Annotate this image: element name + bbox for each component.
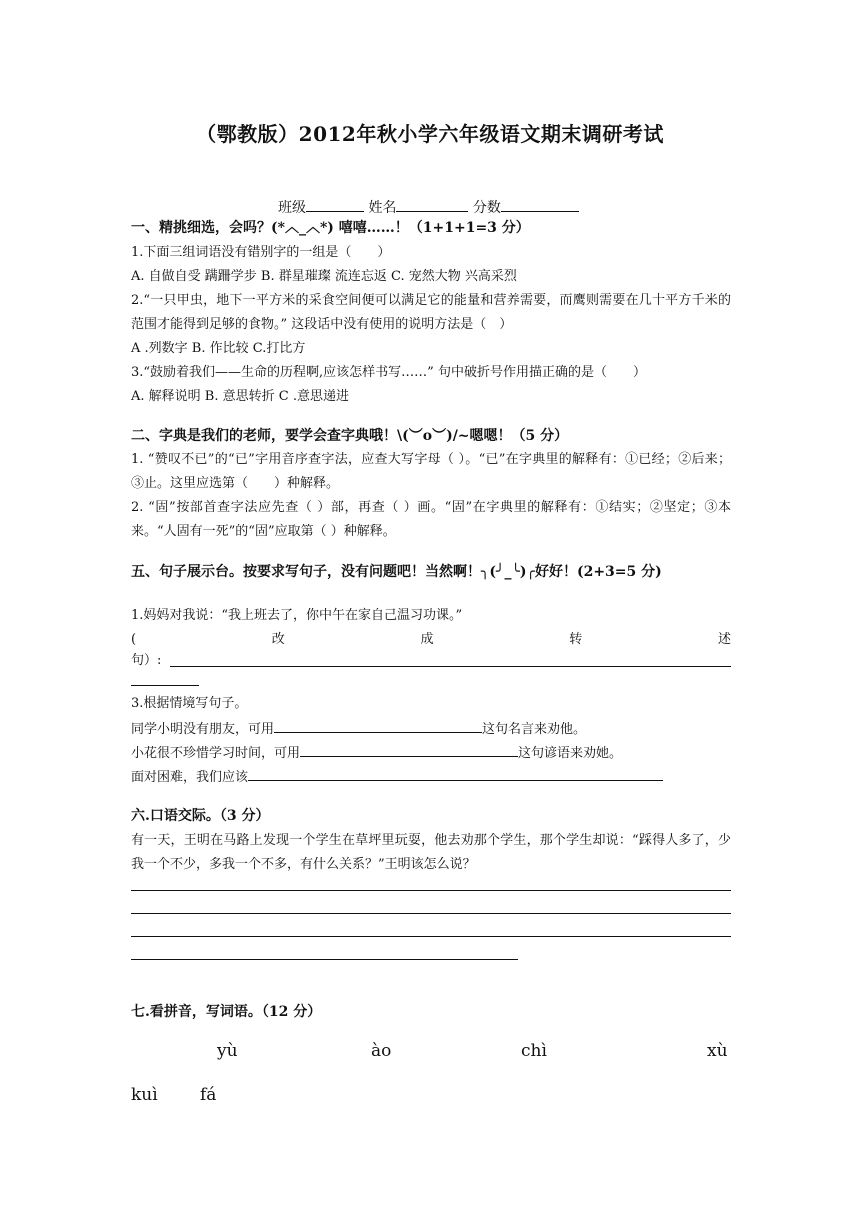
- section-5-heading: 五、句子展示台。按要求写句子，没有问题吧！当然啊！╮(╯_╰)╭好好！(2+3=5 分): [131, 564, 662, 580]
- s6-answer-line-3[interactable]: [131, 936, 731, 937]
- s5-question-1: 1.妈妈对我说：“我上班去了，你中午在家自己温习功课。”: [131, 608, 463, 623]
- instruction-tail: 句）:: [131, 653, 162, 668]
- exam-title: （鄂教版）2012年秋小学六年级语文期末调研考试: [196, 122, 664, 146]
- s6-answer-line-2[interactable]: [131, 913, 731, 914]
- section-1-heading: 一、精挑细选，会吗？(*︿_︿*) 嘻嘻……！（1+1+1=3 分）: [131, 220, 530, 236]
- q3b-blank[interactable]: [300, 740, 518, 757]
- s5-answer-line-2[interactable]: [131, 685, 199, 686]
- instruction-char: 成: [420, 632, 434, 647]
- pinyin-item: xù: [707, 1041, 728, 1061]
- q3a-prefix: 同学小明没有朋友，可用: [131, 722, 275, 737]
- section-6-heading: 六.口语交际。（3 分）: [131, 808, 270, 824]
- q3b-prefix: 小花很不珍惜学习时间，可用: [131, 746, 301, 761]
- q3c-blank[interactable]: [248, 764, 663, 781]
- pinyin-item: kuì: [131, 1085, 158, 1105]
- s1-question-2-options: A .列数字 B. 作比较 C.打比方: [131, 341, 306, 356]
- name-blank[interactable]: [396, 195, 468, 212]
- s5-question-1-tail: [131, 649, 731, 673]
- s2-question-1: 1. “赞叹不已”的“已”字用音序查字法，应查大写字母（ ）。“已”在字典里的解释有：①已经；②后来；③止。这里应选第（ ）种解释。: [131, 452, 731, 491]
- q3a-suffix: 这句名言来劝他。: [482, 722, 587, 737]
- instruction-char: (: [131, 632, 137, 647]
- s2-question-2: 2. “固”按部首查字法应先查（ ）部，再查（ ）画。“固”在字典里的解释有：①结实；②坚定；③本来。“人固有一死”的“固”应取第（ ）种解释。: [131, 500, 731, 539]
- pinyin-item: chì: [521, 1041, 547, 1061]
- s1-question-1: 1.下面三组词语没有错别字的一组是（ ）: [131, 245, 391, 260]
- s1-question-3: 3.“鼓励着我们——生命的历程啊,应该怎样书写……” 句中破折号作用描正确的是（ ）: [131, 365, 646, 380]
- s6-answer-line-1[interactable]: [131, 890, 731, 891]
- pinyin-item: fá: [200, 1085, 217, 1105]
- section-2-heading: 二、字典是我们的老师，要学会查字典哦！\(︶o︶)/~嗯嗯！（5 分）: [131, 428, 569, 444]
- pinyin-item: ào: [371, 1041, 392, 1061]
- s6-answer-line-4[interactable]: [131, 959, 518, 960]
- q3a-blank[interactable]: [274, 716, 482, 733]
- s5-question-3-b: [131, 740, 731, 766]
- instruction-char: 转: [569, 632, 583, 647]
- score-label: 分数: [472, 200, 501, 216]
- instruction-char: 改: [271, 632, 285, 647]
- name-label: 姓名: [368, 200, 397, 216]
- q3b-suffix: 这句谚语来劝她。: [518, 746, 623, 761]
- q3c-prefix: 面对困难，我们应该: [131, 770, 249, 785]
- s1-question-2: 2.“一只甲虫，地下一平方米的采食空间便可以满足它的能量和营养需要，而鹰则需要在几十平方千米的范围才能得到足够的食物。” 这段话中没有使用的说明方法是（ ）: [131, 293, 731, 332]
- score-blank[interactable]: [501, 195, 579, 212]
- s6-prompt: 有一天，王明在马路上发现一个学生在草坪里玩耍，他去劝那个学生，那个学生却说：“踩得人多了，少我一个不少，多我一个不多，有什么关系？”王明该怎么说？: [131, 833, 731, 872]
- class-blank[interactable]: [306, 195, 364, 212]
- pinyin-item: yù: [217, 1041, 238, 1061]
- section-7-heading: 七.看拼音，写词语。（12 分）: [131, 1004, 322, 1020]
- s1-question-1-options: A. 自做自受 蹒跚学步 B. 群星璀璨 流连忘返 C. 宠然大物 兴高采烈: [131, 269, 517, 284]
- s5-answer-line-1[interactable]: [170, 666, 731, 667]
- instruction-char: 述: [717, 632, 731, 647]
- s1-question-3-options: A. 解释说明 B. 意思转折 C .意思递进: [131, 389, 349, 404]
- s5-question-3-c: [131, 764, 731, 790]
- student-info-row: [278, 195, 579, 217]
- s5-question-3-a: [131, 716, 731, 742]
- class-label: 班级: [278, 200, 306, 216]
- s5-question-3: 3.根据情境写句子。: [131, 696, 248, 711]
